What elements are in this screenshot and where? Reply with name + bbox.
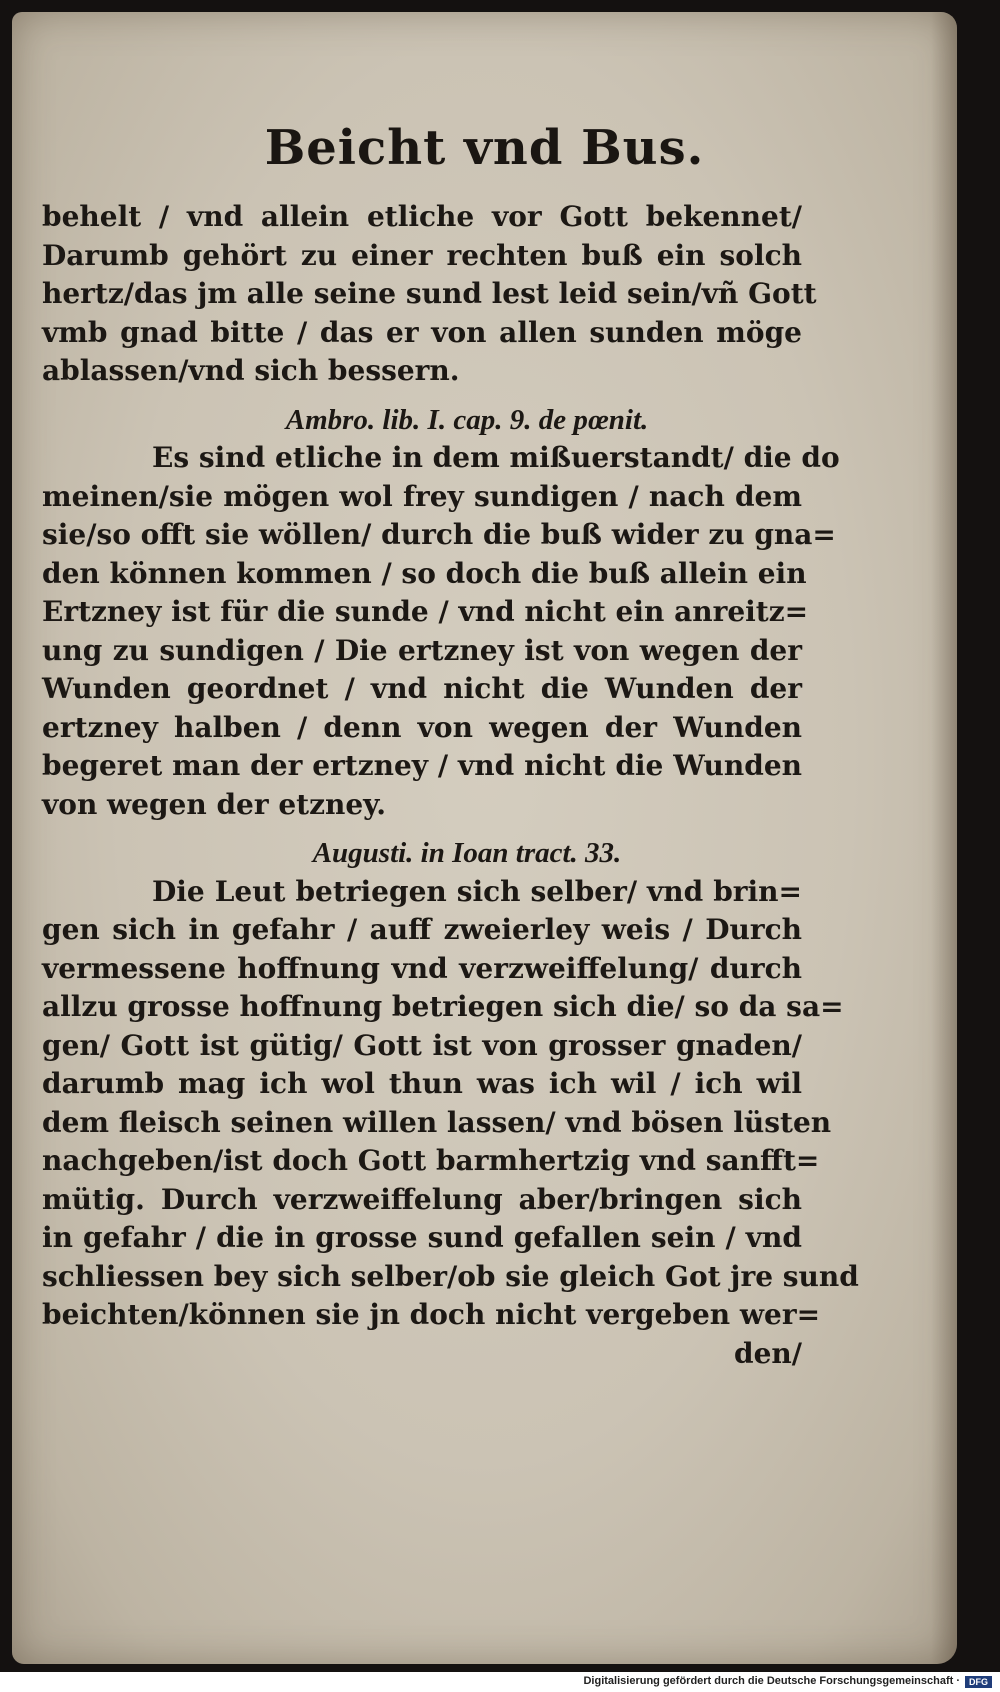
text-line: begeret man der ertzney / vnd nicht die Wunden bbox=[42, 749, 802, 782]
text-line: allzu grosse hoffnung betriegen sich die/ so da sa= bbox=[42, 990, 844, 1023]
text-line: in gefahr / die in grosse sund gefallen sein / vnd bbox=[42, 1221, 802, 1254]
text-line: dem fleisch seinen willen lassen/ vnd bösen lüsten bbox=[42, 1105, 832, 1139]
text-line: darumb mag ich wol thun was ich wil / ich wil bbox=[42, 1067, 802, 1100]
book-page bbox=[12, 12, 957, 1664]
running-head: Beicht vnd Bus. bbox=[264, 120, 705, 176]
catchword: den/ bbox=[734, 1336, 802, 1370]
text-block bbox=[42, 198, 859, 1373]
paragraph-ambrose bbox=[42, 401, 840, 825]
text-line: meinen/sie mögen wol frey sundigen / nach dem bbox=[42, 479, 802, 513]
text-line: hertz/das jm alle seine sund lest leid sein/vñ Gott bbox=[42, 277, 817, 310]
dfg-logo-icon: DFG bbox=[965, 1676, 992, 1688]
citation-heading: Ambro. lib. I. cap. 9. de pœnit. bbox=[285, 403, 649, 436]
text-line: sie/so offt sie wöllen/ durch die buß wider zu gna= bbox=[42, 518, 836, 551]
paragraph-continuation bbox=[42, 198, 817, 391]
text-line: nachgeben/ist doch Gott barmhertzig vnd sanfft= bbox=[42, 1144, 820, 1177]
text-line: Ertzney ist für die sunde / vnd nicht ein anreitz= bbox=[42, 595, 809, 628]
text-line: den können kommen / so doch die buß allein ein bbox=[42, 556, 807, 590]
text-line: behelt / vnd allein etliche vor Gott bekennet/ bbox=[42, 200, 802, 233]
digitization-footer bbox=[0, 1672, 1000, 1692]
page-edge-shadow bbox=[931, 12, 957, 1664]
text-line: beichten/können sie jn doch nicht vergeben wer= bbox=[42, 1298, 821, 1331]
text-line: Die Leut betriegen sich selber/ vnd brin= bbox=[152, 874, 802, 908]
text-line: Darumb gehört zu einer rechten buß ein solch bbox=[42, 238, 802, 272]
text-line: Wunden geordnet / vnd nicht die Wunden der bbox=[42, 672, 802, 705]
text-line: vermessene hoffnung vnd verzweiffelung/ durch bbox=[42, 951, 802, 985]
text-line: ertzney halben / denn von wegen der Wunden bbox=[42, 710, 802, 744]
text-line: vmb gnad bitte / das er von allen sunden möge bbox=[42, 315, 802, 349]
funding-credit: Digitalisierung gefördert durch die Deutsche Forschungsgemeinschaft · bbox=[583, 1675, 960, 1687]
text-line: schliessen bey sich selber/ob sie gleich Got jre sund bbox=[42, 1259, 859, 1293]
text-line: von wegen der etzney. bbox=[42, 787, 386, 821]
text-line: gen/ Gott ist gütig/ Gott ist von grosser gnaden/ bbox=[42, 1028, 802, 1062]
text-line: ung zu sundigen / Die ertzney ist von wegen der bbox=[42, 633, 802, 667]
text-line: Es sind etliche in dem mißuerstandt/ die do bbox=[152, 441, 840, 474]
text-line: ablassen/vnd sich bessern. bbox=[42, 354, 460, 387]
text-line: gen sich in gefahr / auff zweierley weis / Durch bbox=[42, 913, 802, 946]
paragraph-augustine bbox=[42, 834, 859, 1373]
citation-heading: Augusti. in Ioan tract. 33. bbox=[312, 837, 622, 869]
text-line: mütig. Durch verzweiffelung aber/bringen sich bbox=[42, 1182, 802, 1216]
